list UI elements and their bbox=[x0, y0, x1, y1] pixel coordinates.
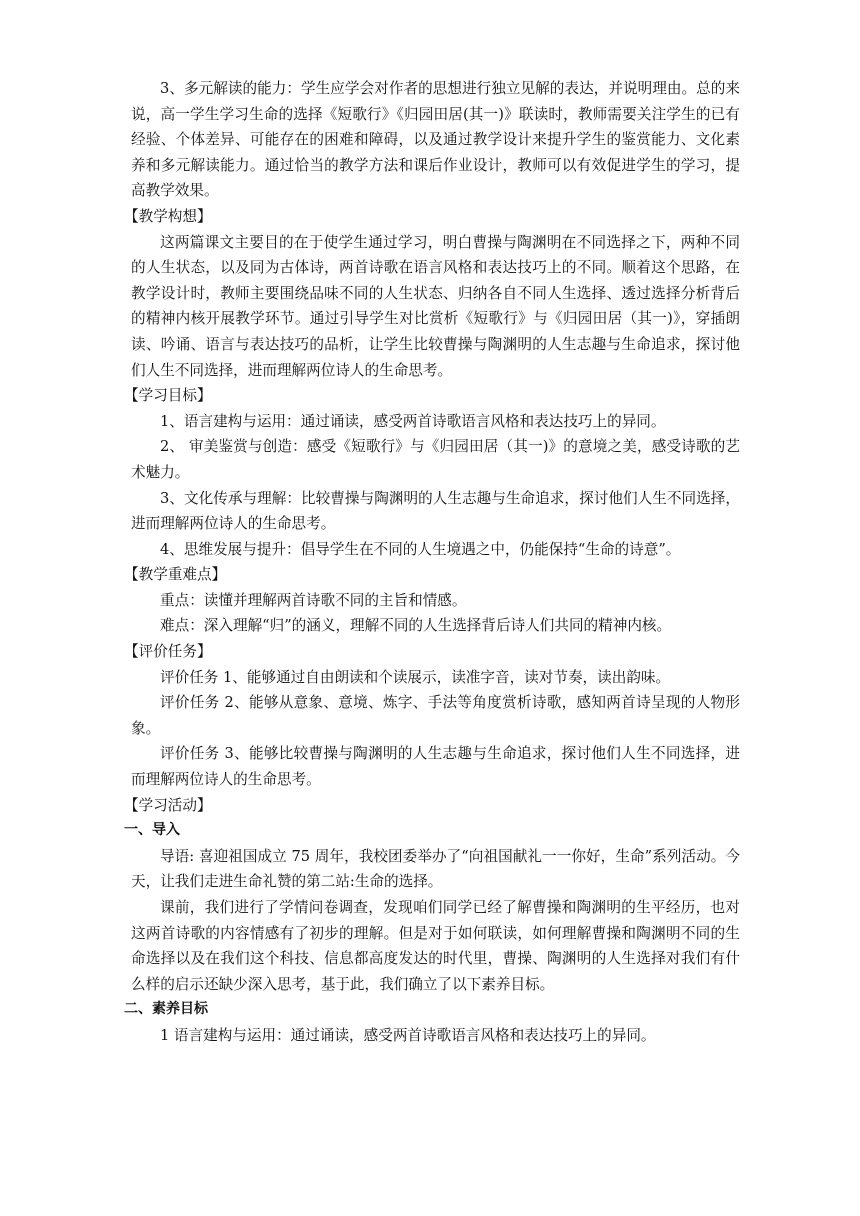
goal-item-3: 3、文化传承与理解：比较曹操与陶渊明的人生志趣与生命追求，探讨他们人生不同选择，进而理解两位诗人的生命思考。 bbox=[131, 489, 740, 533]
goal-item-2: 2、 审美鉴赏与创造：感受《短歌行》与《归园田居（其一)》的意境之美，感受诗歌的艺术魅力。 bbox=[131, 438, 740, 481]
section-literacy-goals: 二、素养目标 bbox=[124, 1001, 208, 1018]
paragraph-teaching-concept: 这两篇课文主要目的在于使学生通过学习，明白曹操与陶渊明在不同选择之下，两种不同的人生状态，以及同为古体诗，两首诗歌在语言风格和表达技巧上的不同。顺着这个思路，在教学设计时，教师主要围绕品味不同的人生状态、归纳各自不同人生选择、透过选择分析背后的精神内核开展教学环节。通过引导学生对比赏析《短歌行》与《归园田居（其一)》，穿插朗读、吟诵、语言与表达技巧的品析，让学生比较曹操与陶渊明的人生志趣与生命追求，探讨他们人生不同选择，进而理解两位诗人的生命思考。 bbox=[131, 233, 740, 379]
section-introduction: 一、导入 bbox=[124, 822, 180, 839]
goal-item-4: 4、思维发展与提升：倡导学生在不同的人生境遇之中，仍能保持“生命的诗意”。 bbox=[160, 540, 681, 558]
heading-evaluation-tasks: 【评价任务】 bbox=[124, 643, 212, 661]
evaluation-task-1: 评价任务 1、能够通过自由朗读和个读展示，读准字音，读对节奏，读出韵味。 bbox=[160, 668, 671, 686]
paragraph-intro-survey: 课前，我们进行了学情问卷调查，发现咱们同学已经了解曹操和陶渊明的生平经历，也对这两首诗歌的内容情感有了初步的理解。但是对于如何联读，如何理解曹操和陶渊明不同的生命选择以及在我们这个科技、信息都高度发达的时代里，曹操、陶渊明的人生选择对我们有什么样的启示还缺少深入思考，基于此，我们确立了以下素养目标。 bbox=[131, 899, 740, 993]
goal-item-1: 1、语言建构与运用：通过诵读，感受两首诗歌语言风格和表达技巧上的异同。 bbox=[160, 412, 666, 430]
literacy-goal-1: 1 语言建构与运用：通过诵读，感受两首诗歌语言风格和表达技巧上的异同。 bbox=[160, 1026, 656, 1044]
paragraph-intro-lead: 导语: 喜迎祖国成立 75 周年，我校团委举办了“向祖国献礼一一你好，生命”系列活动。今天，让我们走进生命礼赞的第二站:生命的选择。 bbox=[131, 847, 740, 891]
key-point: 重点：读懂并理解两首诗歌不同的主旨和情感。 bbox=[160, 591, 467, 609]
heading-learning-activities: 【学习活动】 bbox=[124, 796, 212, 814]
evaluation-task-2: 评价任务 2、能够从意象、意境、炼字、手法等角度赏析诗歌，感知两首诗呈现的人物形象。 bbox=[131, 694, 740, 737]
heading-key-difficulties: 【教学重难点】 bbox=[124, 566, 227, 584]
heading-teaching-concept: 【教学构想】 bbox=[124, 207, 212, 225]
heading-learning-goals: 【学习目标】 bbox=[124, 387, 212, 405]
paragraph-reading-ability: 3、多元解读的能力：学生应学会对作者的思想进行独立见解的表达，并说明理由。总的来说，高一学生学习生命的选择《短歌行》《归园田居(其一)》联读时，教师需要关注学生的已有经验、个体差异、可能存在的困难和障碍，以及通过教学设计来提升学生的鉴赏能力、文化素养和多元解读能力。通过恰当的教学方法和课后作业设计，教师可以有效促进学生的学习，提高教学效果。 bbox=[131, 80, 740, 200]
evaluation-task-3: 评价任务 3、能够比较曹操与陶渊明的人生志趣与生命追求，探讨他们人生不同选择，进而理解两位诗人的生命思考。 bbox=[131, 745, 740, 789]
difficult-point: 难点：深入理解“归”的涵义，理解不同的人生选择背后诗人们共同的精神内核。 bbox=[160, 617, 672, 635]
